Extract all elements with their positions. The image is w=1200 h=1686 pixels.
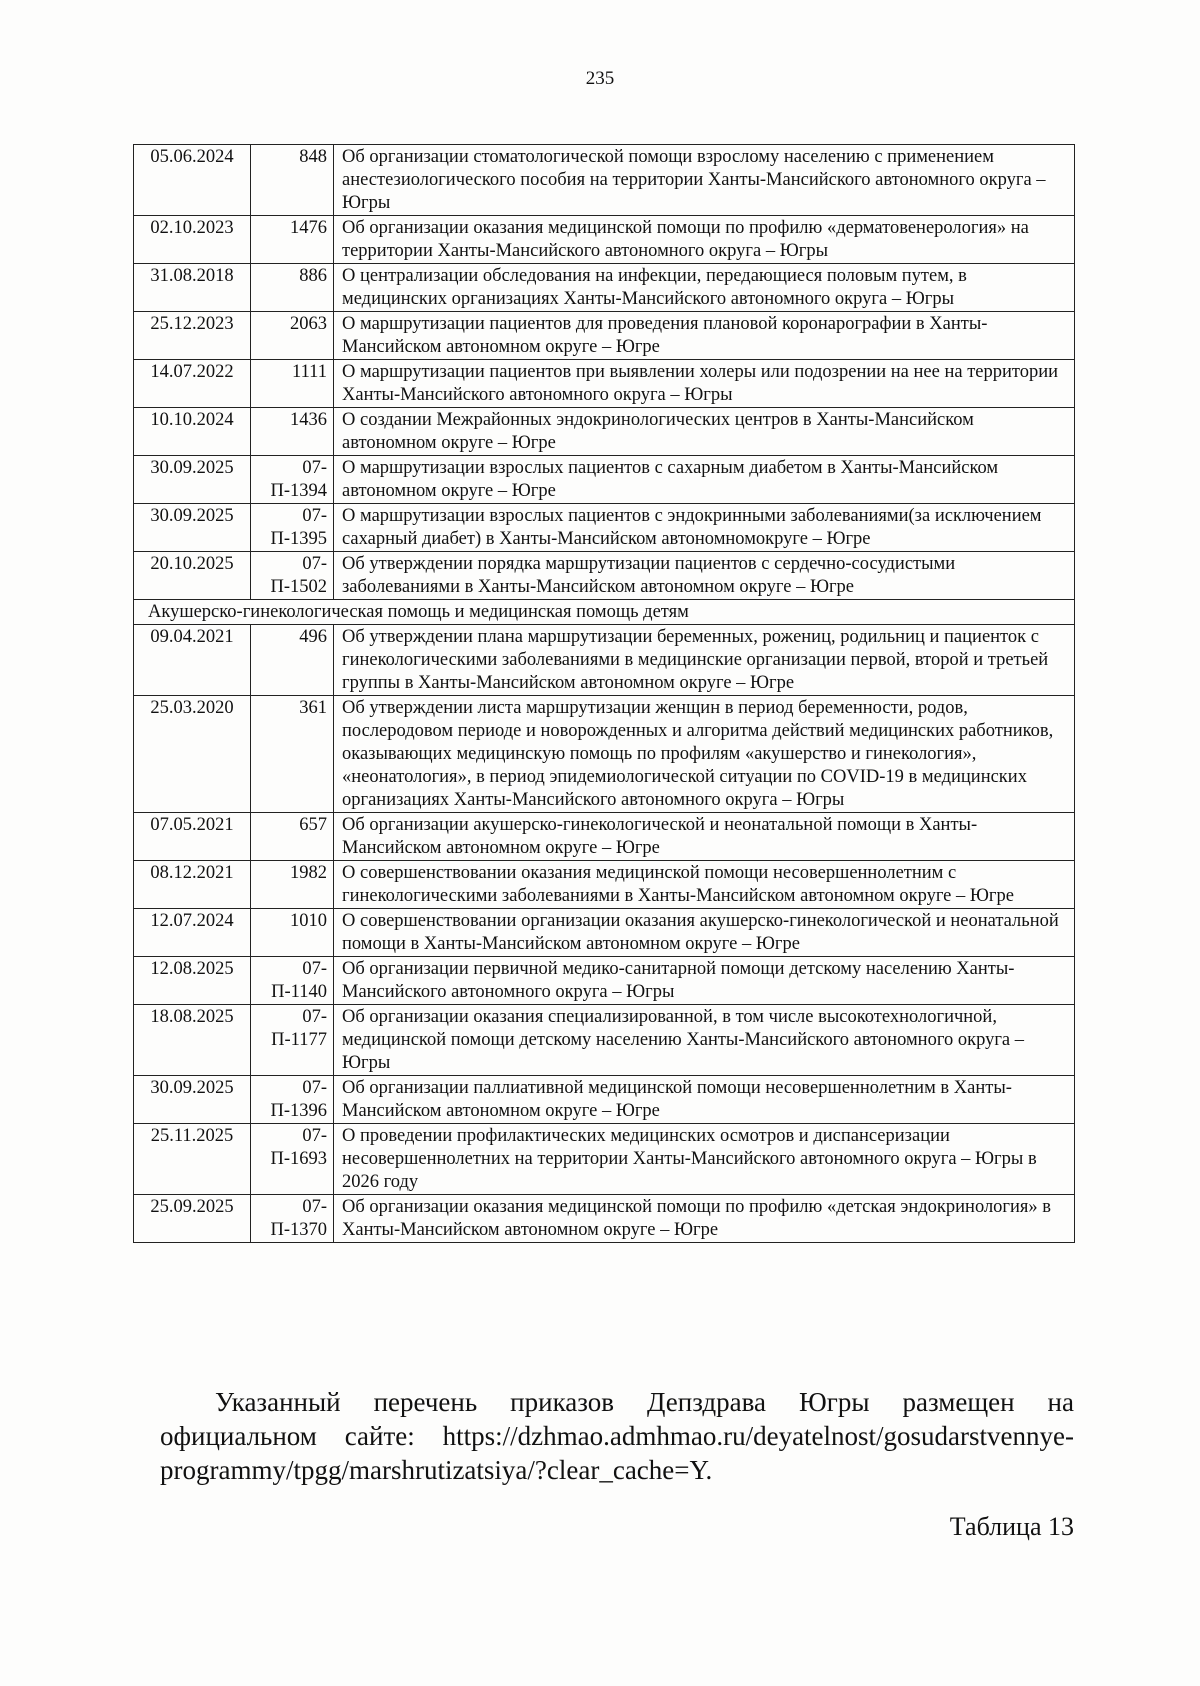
order-date-cell: 20.10.2025 xyxy=(134,552,251,600)
order-number-cell: 07-П-1395 xyxy=(251,504,334,552)
order-date-cell: 07.05.2021 xyxy=(134,813,251,861)
order-date-cell: 30.09.2025 xyxy=(134,1076,251,1124)
table-row xyxy=(134,957,1075,1005)
table-row xyxy=(134,360,1075,408)
section-heading: Акушерско-гинекологическая помощь и медицинская помощь детям xyxy=(134,600,1075,625)
order-number-cell: 07-П-1396 xyxy=(251,1076,334,1124)
order-date-cell: 09.04.2021 xyxy=(134,625,251,696)
table-row xyxy=(134,1005,1075,1076)
order-date-cell: 30.09.2025 xyxy=(134,504,251,552)
order-date-cell: 08.12.2021 xyxy=(134,861,251,909)
order-number-cell: 1111 xyxy=(251,360,334,408)
note-paragraph: Указанный перечень приказов Депздрава Югры размещен на официальном сайте: https://dzhmao.admhmao.ru/deyatelnost/gosudarstvennye-programmy/tpgg/marshrutizatsiya/?clear_cache=Y. xyxy=(160,1387,1074,1485)
order-date-cell: 05.06.2024 xyxy=(134,145,251,216)
table-row xyxy=(134,264,1075,312)
order-title-cell: Об организации оказания медицинской помощи по профилю «дерматовенерология» на территории Ханты-Мансийского автономного округа – Югры xyxy=(334,216,1075,264)
order-number-cell: 07-П-1502 xyxy=(251,552,334,600)
order-title-cell: О маршрутизации пациентов при выявлении холеры или подозрении на нее на территории Ханты-Мансийского автономного округа – Югры xyxy=(334,360,1075,408)
order-date-cell: 10.10.2024 xyxy=(134,408,251,456)
table-row xyxy=(134,408,1075,456)
order-title-cell: Об утверждении листа маршрутизации женщин в период беременности, родов, послеродовом периоде и новорожденных и алгоритма действий медицинских работников, оказывающих медицинскую помощь по профилям «акушерство и гинекология», «неонатология», в период эпидемиологической ситуации по COVID-19 в медицинских организациях Ханты-Мансийского автономного округа – Югры xyxy=(334,696,1075,813)
order-number-cell: 886 xyxy=(251,264,334,312)
order-number-cell: 1476 xyxy=(251,216,334,264)
order-title-cell: О совершенствовании организации оказания акушерско-гинекологической и неонатальной помощи в Ханты-Мансийском автономном округе – Югре xyxy=(334,909,1075,957)
order-date-cell: 25.09.2025 xyxy=(134,1195,251,1243)
order-title-cell: О централизации обследования на инфекции, передающиеся половым путем, в медицинских организациях Ханты-Мансийского автономного округа – Югры xyxy=(334,264,1075,312)
order-number-cell: 07-П-1177 xyxy=(251,1005,334,1076)
order-date-cell: 25.11.2025 xyxy=(134,1124,251,1195)
order-date-cell: 18.08.2025 xyxy=(134,1005,251,1076)
order-title-cell: Об организации первичной медико-санитарной помощи детскому населению Ханты-Мансийского автономного округа – Югры xyxy=(334,957,1075,1005)
table-row xyxy=(134,861,1075,909)
orders-table xyxy=(133,144,1075,1243)
table-row xyxy=(134,813,1075,861)
order-date-cell: 25.03.2020 xyxy=(134,696,251,813)
table-row xyxy=(134,909,1075,957)
order-number-cell: 361 xyxy=(251,696,334,813)
order-title-cell: О совершенствовании оказания медицинской помощи несовершеннолетним с гинекологическими заболеваниями в Ханты-Мансийском автономном округе – Югре xyxy=(334,861,1075,909)
order-title-cell: О проведении профилактических медицинских осмотров и диспансеризации несовершеннолетних на территории Ханты-Мансийского автономного округа – Югры в 2026 году xyxy=(334,1124,1075,1195)
table-label: Таблица 13 xyxy=(949,1512,1074,1541)
order-title-cell: О маршрутизации взрослых пациентов с эндокринными заболеваниями(за исключением сахарный диабет) в Ханты-Мансийском автономномокруге – Югре xyxy=(334,504,1075,552)
table-row xyxy=(134,552,1075,600)
order-date-cell: 12.08.2025 xyxy=(134,957,251,1005)
table-row xyxy=(134,312,1075,360)
order-number-cell: 07-П-1370 xyxy=(251,1195,334,1243)
table-row xyxy=(134,1124,1075,1195)
table-row xyxy=(134,456,1075,504)
page-number: 235 xyxy=(585,68,615,89)
order-number-cell: 07-П-1693 xyxy=(251,1124,334,1195)
order-number-cell: 657 xyxy=(251,813,334,861)
table-section-row xyxy=(134,600,1075,625)
table-row xyxy=(134,1195,1075,1243)
order-title-cell: Об организации стоматологической помощи взрослому населению с применением анестезиологического пособия на территории Ханты-Мансийского автономного округа – Югры xyxy=(334,145,1075,216)
order-number-cell: 848 xyxy=(251,145,334,216)
order-title-cell: Об организации оказания медицинской помощи по профилю «детская эндокринология» в Ханты-Мансийском автономном округе – Югре xyxy=(334,1195,1075,1243)
table-row xyxy=(134,504,1075,552)
order-date-cell: 02.10.2023 xyxy=(134,216,251,264)
order-number-cell: 1982 xyxy=(251,861,334,909)
orders-table-body xyxy=(134,145,1075,1243)
order-date-cell: 14.07.2022 xyxy=(134,360,251,408)
table-row xyxy=(134,145,1075,216)
table-row xyxy=(134,696,1075,813)
order-date-cell: 30.09.2025 xyxy=(134,456,251,504)
table-row xyxy=(134,216,1075,264)
order-date-cell: 31.08.2018 xyxy=(134,264,251,312)
order-title-cell: Об утверждении плана маршрутизации беременных, рожениц, родильниц и пациенток с гинекологическими заболеваниями в медицинские организации первой, второй и третьей группы в Ханты-Мансийском автономном округе – Югре xyxy=(334,625,1075,696)
order-number-cell: 2063 xyxy=(251,312,334,360)
order-number-cell: 1436 xyxy=(251,408,334,456)
table-row xyxy=(134,1076,1075,1124)
order-number-cell: 1010 xyxy=(251,909,334,957)
order-title-cell: Об организации оказания специализированной, в том числе высокотехнологичной, медицинской помощи детскому населению Ханты-Мансийского автономного округа – Югры xyxy=(334,1005,1075,1076)
order-date-cell: 12.07.2024 xyxy=(134,909,251,957)
table-row xyxy=(134,625,1075,696)
order-title-cell: Об организации акушерско-гинекологической и неонатальной помощи в Ханты-Мансийском автономном округе – Югре xyxy=(334,813,1075,861)
order-title-cell: О маршрутизации пациентов для проведения плановой коронарографии в Ханты-Мансийском автономном округе – Югре xyxy=(334,312,1075,360)
order-number-cell: 07-П-1394 xyxy=(251,456,334,504)
order-number-cell: 496 xyxy=(251,625,334,696)
order-date-cell: 25.12.2023 xyxy=(134,312,251,360)
order-title-cell: Об организации паллиативной медицинской помощи несовершеннолетним в Ханты-Мансийском автономном округе – Югре xyxy=(334,1076,1075,1124)
order-number-cell: 07-П-1140 xyxy=(251,957,334,1005)
order-title-cell: Об утверждении порядка маршрутизации пациентов с сердечно-сосудистыми заболеваниями в Ханты-Мансийском автономном округе – Югре xyxy=(334,552,1075,600)
order-title-cell: О маршрутизации взрослых пациентов с сахарным диабетом в Ханты-Мансийском автономном округе – Югре xyxy=(334,456,1075,504)
order-title-cell: О создании Межрайонных эндокринологических центров в Ханты-Мансийском автономном округе – Югре xyxy=(334,408,1075,456)
